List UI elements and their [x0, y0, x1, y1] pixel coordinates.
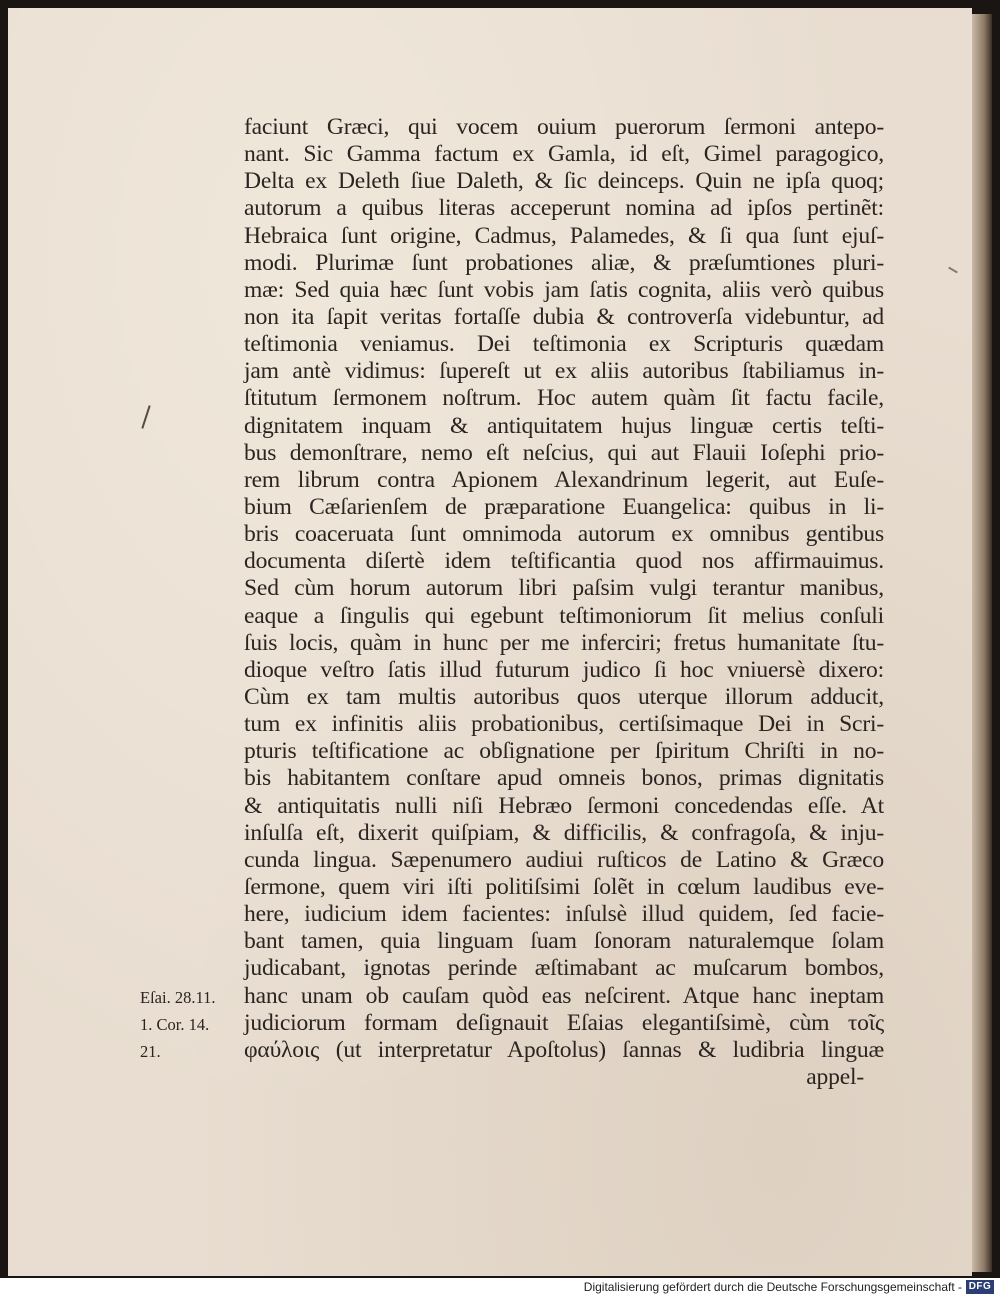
text-line: mæ: Sed quia hæc ſunt vobis jam ſatis cognita, aliis verò quibus	[244, 276, 884, 303]
text-line: cunda lingua. Sæpenumero audiui ruſticos de Latino & Græco	[244, 846, 884, 873]
text-line: Delta ex Deleth ſiue Daleth, & ſic deinceps. Quin ne ipſa quoq;	[244, 168, 884, 195]
text-line: pturis teſtificatione ac obſignatione per ſpiritum Chriſti in no-	[244, 738, 884, 765]
text-line: here, iudicium idem facientes: inſulsè illud quidem, ſed facie-	[244, 901, 884, 928]
text-line: bant tamen, quia linguam ſuam ſonoram naturalemque ſolam	[244, 928, 884, 955]
text-line: rem librum contra Apionem Alexandrinum legerit, aut Euſe-	[244, 466, 884, 493]
text-line: ſuis locis, quàm in hunc per me inferciri; fretus humanitate ſtu-	[244, 629, 884, 656]
footer-bar	[0, 1278, 1000, 1297]
text-line: modi. Plurimæ ſunt probationes aliæ, & præſumtiones pluri-	[244, 249, 884, 276]
text-line: bis habitantem conſtare apud omneis bonos, primas dignitatis	[244, 765, 884, 792]
text-line: Sed cùm horum autorum libri paſsim vulgi terantur manibus,	[244, 575, 884, 602]
text-line: Cùm ex tam multis autoribus quos uterque illorum adducit,	[244, 683, 884, 710]
margin-note: 1. Cor. 14.	[140, 1015, 210, 1035]
text-line: ſermone, quem viri iſti politiſsimi ſolẽt in cœlum laudibus eve-	[244, 873, 884, 900]
body-text	[244, 114, 884, 1091]
text-line: faciunt Græci, qui vocem ouium puerorum ſermoni antepo-	[244, 114, 884, 140]
text-line: inſulſa eſt, dixerit quiſpiam, & difficilis, & confragoſa, & inju-	[244, 819, 884, 846]
text-line: hanc unam ob cauſam quòd eas neſcirent. Atque hanc ineptam	[244, 982, 884, 1009]
text-line: bium Cæſarienſem de præparatione Euangelica: quibus in li-	[244, 493, 884, 520]
dfg-logo: DFG	[966, 1280, 994, 1294]
text-line: eaque a ſingulis qui egebunt teſtimoniorum ſit melius conſuli	[244, 602, 884, 629]
margin-note: 21.	[140, 1042, 161, 1062]
text-line: judiciorum formam deſignauit Eſaias elegantiſsimè, cùm τοῖς	[244, 1009, 884, 1036]
text-line: documenta diſertè idem teſtificantia quod nos affirmauimus.	[244, 548, 884, 575]
text-line: dioque veſtro ſatis illud futurum judico ſi hoc vniuersè dixero:	[244, 656, 884, 683]
catchword: appel-	[806, 1063, 864, 1090]
text-line: nant. Sic Gamma factum ex Gamla, id eſt, Gimel paragogico,	[244, 141, 884, 168]
margin-note: Eſai. 28.11.	[140, 988, 216, 1007]
text-line: φαύλοις (ut interpretatur Apoſtolus) ſannas & ludibria linguæ	[244, 1036, 884, 1063]
text-line: ſtitutum ſermonem noſtrum. Hoc autem quàm ſit factu facile,	[244, 385, 884, 412]
text-line: tum ex infinitis aliis probationibus, certiſsimaque Dei in Scri-	[244, 711, 884, 738]
text-line: jam antè vidimus: ſupereſt ut ex aliis autoribus ſtabiliamus in-	[244, 358, 884, 385]
footer-credit: Digitalisierung gefördert durch die Deutsche Forschungsgemeinschaft -	[583, 1280, 962, 1294]
text-line: autorum a quibus literas acceperunt nomina ad ipſos pertinẽt:	[244, 195, 884, 222]
text-line: judicabant, ignotas perinde æſtimabant ac muſcarum bombos,	[244, 955, 884, 982]
text-line: Hebraica ſunt origine, Cadmus, Palamedes, & ſi qua ſunt ejuſ-	[244, 222, 884, 249]
text-line: dignitatem inquam & antiquitatem hujus linguæ certis teſti-	[244, 412, 884, 439]
text-line: bus demonſtrare, nemo eſt neſcius, qui aut Flauii Ioſephi prio-	[244, 439, 884, 466]
margin-notes	[140, 984, 240, 1065]
text-line: & antiquitatis nulli niſi Hebræo ſermoni concedendas eſſe. At	[244, 792, 884, 819]
page-edge	[972, 14, 992, 1272]
text-line: bris coaceruata ſunt omnimoda autorum ex omnibus gentibus	[244, 521, 884, 548]
text-line: teſtimonia veniamus. Dei teſtimonia ex Scripturis quædam	[244, 331, 884, 358]
text-line: non ita ſapit veritas fortaſſe dubia & controverſa videbuntur, ad	[244, 303, 884, 330]
